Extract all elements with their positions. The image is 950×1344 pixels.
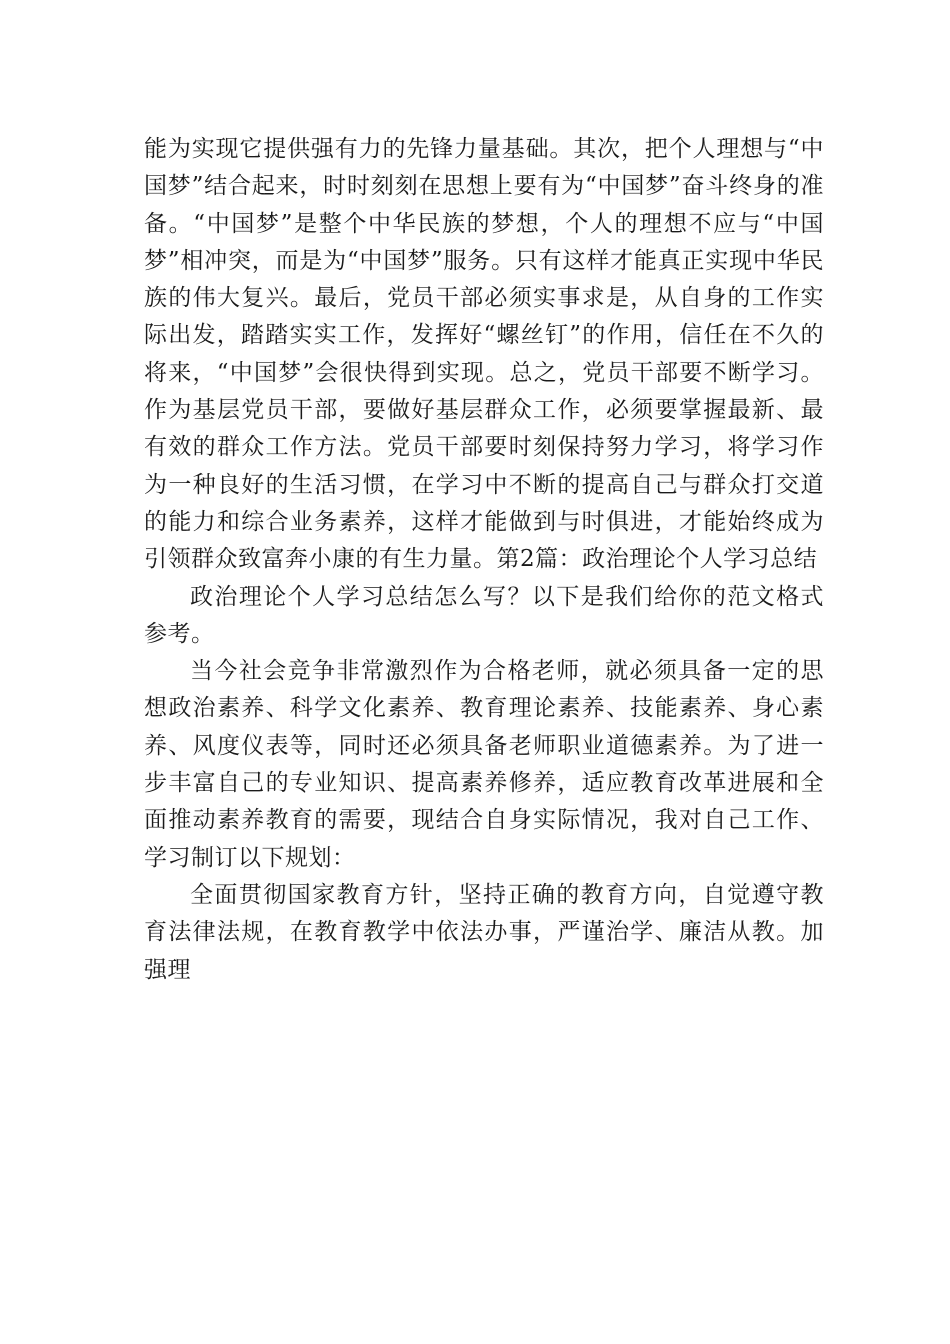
paragraph-competition: 当今社会竞争非常激烈作为合格老师，就必须具备一定的思想政治素养、科学文化素养、教育理论素养、技能素养、身心素养、风度仪表等，同时还必须具备老师职业道德素养。为了进一步丰富自己的专业知识、提高素养修养，适应教育改革进展和全面推动素养教育的需要，现结合自身实际情况，我对自己工作、学习制订以下规划： [144,658,824,871]
paragraph-intro: 政治理论个人学习总结怎么写？以下是我们给你的范文格式参考。 [144,583,824,647]
paragraph-policy: 全面贯彻国家教育方针，坚持正确的教育方向，自觉遵守教育法律法规，在教育教学中依法办事，严谨治学、廉洁从教。加强理 [144,881,824,983]
document-body [144,131,824,989]
paragraph-continuation: 能为实现它提供强有力的先锋力量基础。其次，把个人理想与“中国梦”结合起来，时时刻刻在思想上要有为“中国梦”奋斗终身的准备。“中国梦”是整个中华民族的梦想，个人的理想不应与“中国梦”相冲突，而是为“中国梦”服务。只有这样才能真正实现中华民族的伟大复兴。最后，党员干部必须实事求是，从自身的工作实际出发，踏踏实实工作，发挥好“螺丝钉”的作用，信任在不久的将来，“中国梦”会很快得到实现。总之，党员干部要不断学习。作为基层党员干部，要做好基层群众工作，必须要掌握最新、最有效的群众工作方法。党员干部要时刻保持努力学习，将学习作为一种良好的生活习惯，在学习中不断的提高自己与群众打交道的能力和综合业务素养，这样才能做到与时俱进，才能始终成为引领群众致富奔小康的有生力量。第2篇：政治理论个人学习总结 [144,136,824,573]
